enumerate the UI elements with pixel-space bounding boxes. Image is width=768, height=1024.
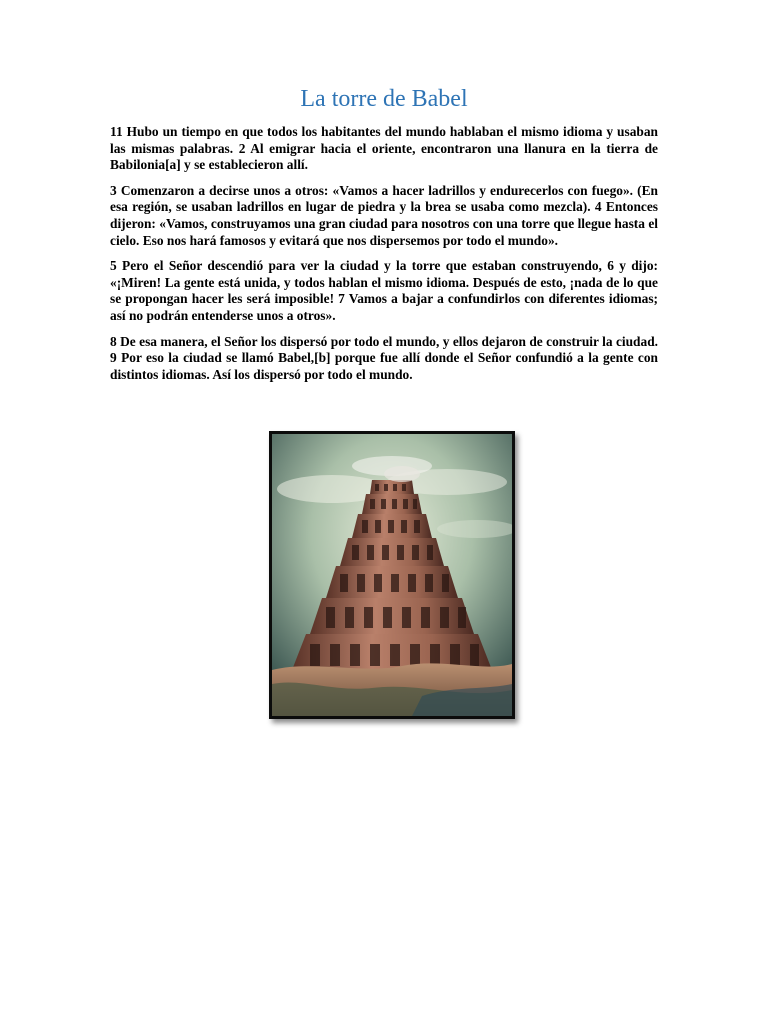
document-title: La torre de Babel bbox=[300, 86, 468, 112]
paragraph-3: 5 Pero el Señor descendió para ver la ciudad y la torre que estaban construyendo, 6 y dijo: «¡Miren! La gente está unida, y todos hablan el mismo idioma. Después de esto, ¡nada de lo que se propongan hacer les será imposible! 7 Vamos a bajar a confundirlos con diferentes idiomas; así no podrán entenderse unos a otros». bbox=[110, 258, 658, 323]
document-body bbox=[110, 124, 658, 392]
tower-of-babel-image bbox=[269, 431, 515, 719]
paragraph-1: 11 Hubo un tiempo en que todos los habitantes del mundo hablaban el mismo idioma y usaban las mismas palabras. 2 Al emigrar hacia el oriente, encontraron una llanura en la tierra de Babilonia[a] y se establecieron allí. bbox=[110, 124, 658, 173]
tower-of-babel-illustration bbox=[272, 434, 512, 716]
paragraph-4: 8 De esa manera, el Señor los dispersó por todo el mundo, y ellos dejaron de construir la ciudad. 9 Por eso la ciudad se llamó Babel,[b] porque fue allí donde el Señor confundió a la gente con distintos idiomas. Así los dispersó por todo el mundo. bbox=[110, 333, 658, 382]
paragraph-2: 3 Comenzaron a decirse unos a otros: «Vamos a hacer ladrillos y endurecerlos con fuego». (En esa región, se usaban ladrillos en lugar de piedra y la brea se usaba como mezcla). 4 Entonces dijeron: «Vamos, construyamos una gran ciudad para nosotros con una torre que llegue hasta el cielo. Eso nos hará famosos y evitará que nos dispersemos por todo el mundo». bbox=[110, 182, 658, 248]
